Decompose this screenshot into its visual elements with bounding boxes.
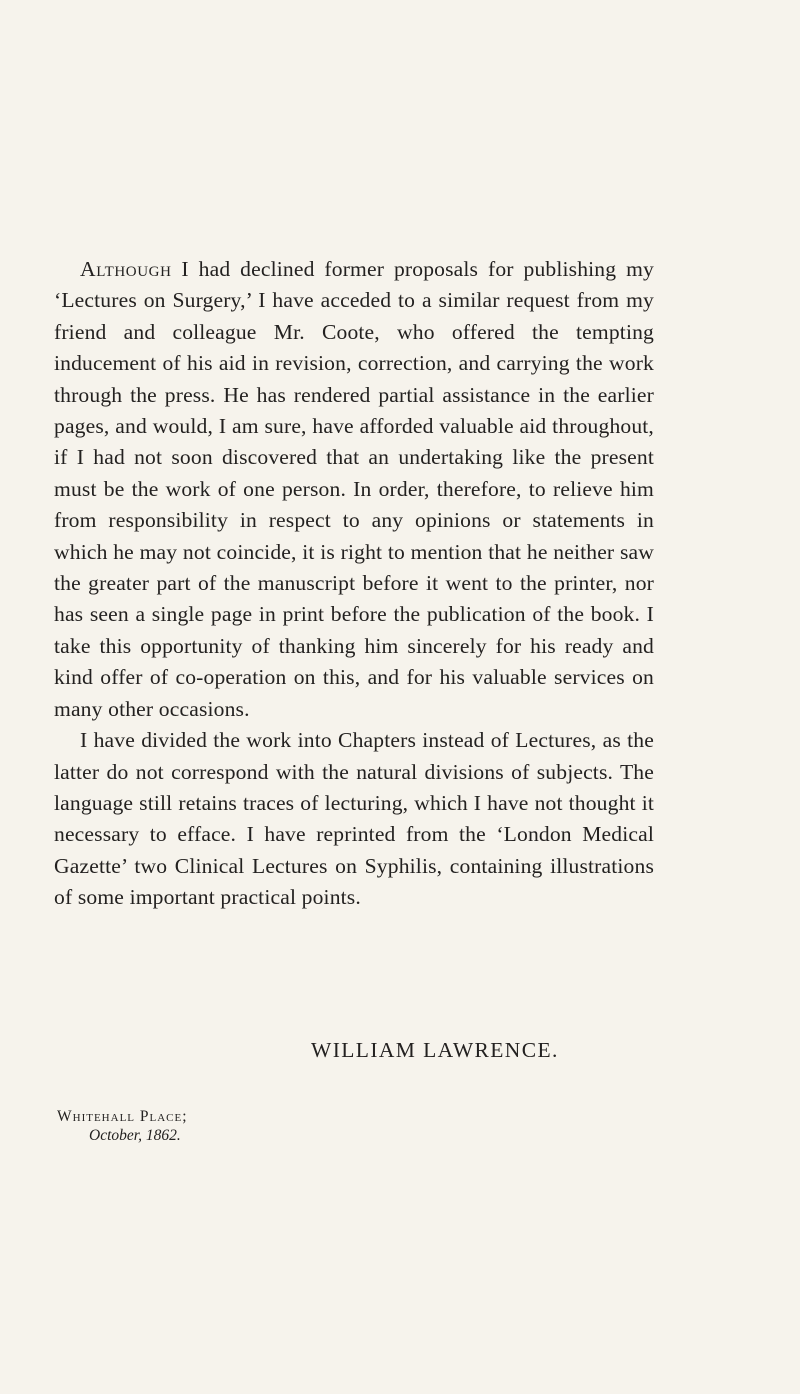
paragraph-1-text: I had declined former proposals for publishing my ‘Lectures on Surgery,’ I have acceded to a similar request from my friend and colleague Mr. Coote, who offered the tempting inducement of his aid in revision, correction, and carrying the work through the press. He has rendered partial assistance in the earlier pages, and would, I am sure, have afforded valuable aid throughout, if I had not soon discovered that an undertaking like the present must be the work of one person. In order, therefore, to relieve him from responsibility in respect to any opinions or statements in which he may not coincide, it is right to mention that he neither saw the greater part of the manuscript before it went to the printer, nor has seen a single page in print before the publication of the book. I take this opportunity of thanking him sincerely for his ready and kind offer of co-operation on this, and for his valuable services on many other occasions.	[54, 257, 654, 721]
date-line: October, 1862.	[89, 1127, 181, 1144]
preface-paragraph-2: I have divided the work into Chapters instead of Lectures, as the latter do not correspond with the natural divisions of subjects. The language still retains traces of lecturing, which I have not thought it necessary to efface. I have reprinted from the ‘London Medical Gazette’ two Clinical Lectures on Syphilis, containing illustrations of some important practical points.	[54, 728, 654, 910]
place-line: Whitehall Place;	[57, 1108, 188, 1125]
paragraph-lead-word: Although	[80, 257, 172, 281]
preface-body	[54, 254, 654, 914]
preface-paragraph-1	[54, 254, 654, 725]
author-signature: WILLIAM LAWRENCE.	[311, 1038, 559, 1062]
